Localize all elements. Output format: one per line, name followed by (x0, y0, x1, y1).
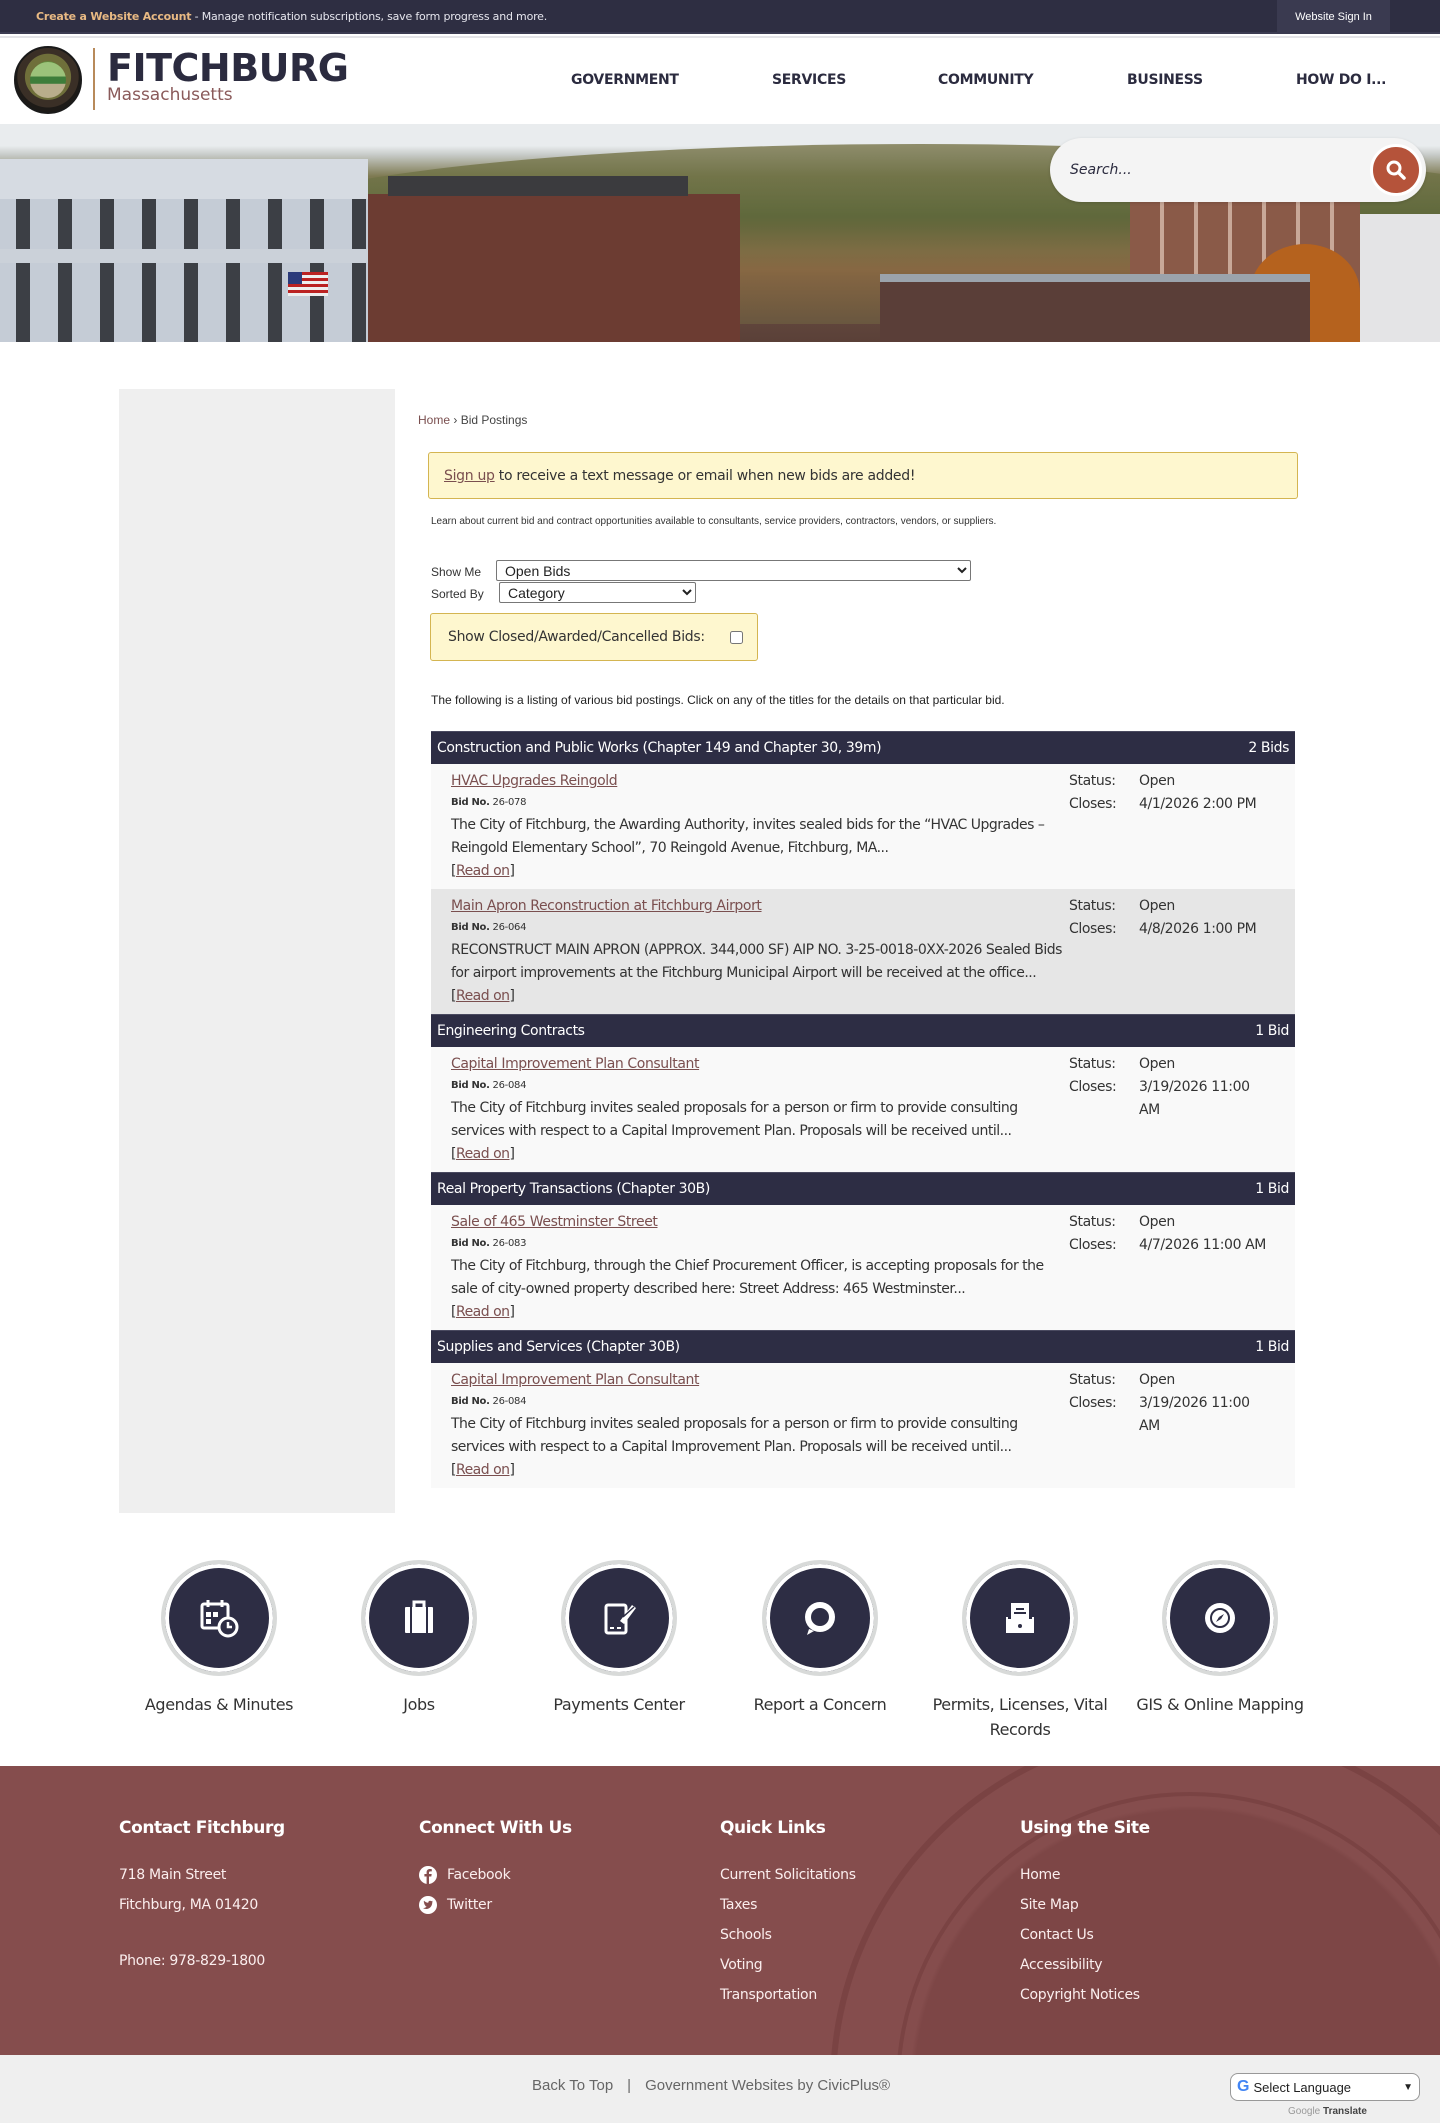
footer-heading: Contact Fitchburg (119, 1818, 285, 1838)
bid-number-label: Bid No. (451, 797, 490, 808)
quick-link-circle (561, 1560, 677, 1676)
bid-number-label: Bid No. (451, 1080, 490, 1091)
closes-label: Closes: (1069, 796, 1117, 812)
chat-bubble-icon (797, 1595, 843, 1641)
bid-meta (1069, 1053, 1289, 1122)
read-on-link[interactable]: Read on (455, 988, 510, 1004)
bid-title-link[interactable]: Capital Improvement Plan Consultant (451, 1056, 700, 1072)
bid-number-value: 26-084 (492, 1396, 527, 1407)
facebook-link[interactable] (419, 1860, 572, 1890)
bid-item (431, 889, 1295, 1014)
quick-link-label: GIS & Online Mapping (1136, 1695, 1304, 1714)
nav-government[interactable]: GOVERNMENT (571, 72, 679, 88)
status-label: Status: (1069, 1372, 1116, 1388)
search-icon (1385, 159, 1407, 181)
bid-description: The City of Fitchburg, through the Chief Procurement Officer, is accepting proposals for the sale of city-owned property described here: Street Address: 465 Westminster... [Read on] (451, 1258, 1044, 1320)
bid-number-value: 26-064 (492, 922, 527, 933)
twitter-label: Twitter (447, 1897, 492, 1913)
quick-link-agendas-minutes[interactable] (119, 1560, 319, 1717)
bid-description-text: The City of Fitchburg invites sealed proposals for a person or firm to provide consulting services with respect to a Capital Improvement Plan. Proposals will be received until... (451, 1100, 1018, 1139)
footer-link-contact-us[interactable]: Contact Us (1020, 1927, 1094, 1943)
site-footer (0, 1766, 1440, 2055)
quick-link-label: Jobs (403, 1695, 435, 1714)
site-search (1050, 138, 1426, 202)
quick-link-gis-mapping[interactable] (1120, 1560, 1320, 1717)
category-header (431, 731, 1295, 764)
footer-heading: Connect With Us (419, 1818, 572, 1838)
quick-link-circle (1162, 1560, 1278, 1676)
account-message (36, 10, 547, 23)
hero-house (1360, 214, 1440, 342)
bid-number-label: Bid No. (451, 1238, 490, 1249)
show-closed-label: Show Closed/Awarded/Cancelled Bids: (448, 629, 705, 645)
bid-meta (1069, 895, 1289, 941)
footer-link-home[interactable]: Home (1020, 1867, 1061, 1883)
bid-listings (431, 731, 1295, 1488)
breadcrumb-current: Bid Postings (460, 413, 528, 427)
mobile-card-icon (596, 1595, 642, 1641)
quick-link-report-concern[interactable] (720, 1560, 920, 1717)
calendar-clock-icon (196, 1595, 242, 1641)
footer-link-transportation[interactable]: Transportation (720, 1987, 817, 2003)
bid-title-link[interactable]: HVAC Upgrades Reingold (451, 773, 618, 789)
bid-item (431, 1205, 1295, 1330)
quick-link-permits-licenses[interactable] (920, 1560, 1120, 1742)
file-box-icon (997, 1595, 1043, 1641)
closes-value: 4/1/2026 2:00 PM (1139, 796, 1257, 812)
bid-title-link[interactable]: Main Apron Reconstruction at Fitchburg Airport (451, 898, 762, 914)
status-label: Status: (1069, 898, 1116, 914)
hero-building-low (880, 274, 1310, 342)
language-select-label: Select Language (1253, 2079, 1352, 2095)
status-label: Status: (1069, 1056, 1116, 1072)
top-bar (0, 0, 1440, 34)
category-header (431, 1330, 1295, 1363)
bid-title-link[interactable]: Capital Improvement Plan Consultant (451, 1372, 700, 1388)
status-value: Open (1139, 1214, 1175, 1230)
bid-number-value: 26-083 (492, 1238, 527, 1249)
bid-description: The City of Fitchburg, the Awarding Authority, invites sealed bids for the “HVAC Upgrades – Reingold Elementary School”, 70 Reingold Avenue, Fitchburg, MA... [Read on] (451, 817, 1045, 879)
show-me-select[interactable] (496, 560, 971, 581)
google-wordmark: Google (1288, 2106, 1321, 2117)
bid-item (431, 1363, 1295, 1488)
search-input[interactable] (1070, 138, 1350, 202)
closes-label: Closes: (1069, 1237, 1117, 1253)
logo-title: FITCHBURG (107, 46, 349, 90)
left-sidebar (119, 389, 395, 1513)
quick-link-label: Payments Center (553, 1695, 685, 1714)
read-on-link[interactable]: Read on (455, 1146, 510, 1162)
bid-number-label: Bid No. (451, 1396, 490, 1407)
bid-description: The City of Fitchburg invites sealed proposals for a person or firm to provide consulting services with respect to a Capital Improvement Plan. Proposals will be received until... [Read on] (451, 1416, 1018, 1478)
status-value: Open (1139, 1056, 1175, 1072)
category-count: 1 Bid (1255, 1181, 1289, 1197)
bid-meta (1069, 1211, 1289, 1257)
footer-link-schools[interactable]: Schools (720, 1927, 772, 1943)
phone: Phone: 978-829-1800 (119, 1953, 266, 1969)
nav-how-do-i[interactable]: HOW DO I... (1296, 72, 1387, 88)
chevron-down-icon: ▼ (1403, 2081, 1413, 2093)
category-count: 2 Bids (1248, 740, 1289, 756)
account-message-text: - Manage notification subscriptions, save form progress and more. (191, 10, 548, 23)
address-line-1: 718 Main Street (119, 1867, 227, 1883)
compass-icon (1197, 1595, 1243, 1641)
bid-description-text: The City of Fitchburg, through the Chief Procurement Officer, is accepting proposals for the sale of city-owned property described here: Street Address: 465 Westminster... (451, 1258, 1044, 1297)
quick-link-jobs[interactable] (319, 1560, 519, 1717)
bid-description-text: The City of Fitchburg, the Awarding Authority, invites sealed bids for the “HVAC Upgrades – Reingold Elementary School”, 70 Reingold Avenue, Fitchburg, MA... (451, 817, 1045, 856)
breadcrumb (418, 413, 527, 427)
city-seal-logo (14, 46, 82, 114)
bottom-separator: | (627, 2077, 632, 2094)
closes-label: Closes: (1069, 1079, 1117, 1095)
read-on-link[interactable]: Read on (455, 1304, 510, 1320)
footer-link-accessibility[interactable]: Accessibility (1020, 1957, 1103, 1973)
hero-flag (288, 272, 328, 296)
hero-building-brick (368, 194, 740, 342)
quick-link-circle (962, 1560, 1078, 1676)
logo-divider (93, 48, 95, 110)
google-translate-credit (1288, 2106, 1367, 2117)
translate-label: Translate (1323, 2106, 1367, 2117)
nav-business[interactable]: BUSINESS (1127, 72, 1203, 88)
quick-link-payments-center[interactable] (519, 1560, 719, 1717)
quick-link-label: Agendas & Minutes (144, 1695, 294, 1714)
show-me-label: Show Me (431, 565, 482, 579)
twitter-link[interactable] (419, 1890, 572, 1920)
footer-heading: Using the Site (1020, 1818, 1150, 1838)
site-header (0, 36, 1440, 124)
bid-number-value: 26-084 (492, 1080, 527, 1091)
read-on-link[interactable]: Read on (455, 1462, 510, 1478)
status-value: Open (1139, 898, 1175, 914)
signup-notice (428, 452, 1298, 499)
status-value: Open (1139, 773, 1175, 789)
breadcrumb-separator: › (453, 413, 458, 427)
category-header (431, 1172, 1295, 1205)
briefcase-icon (396, 1595, 442, 1641)
quick-link-circle (361, 1560, 477, 1676)
page-intro: Learn about current bid and contract opportunities available to consultants, service providers, contractors, vendors, or suppliers. (431, 516, 997, 527)
bid-description: RECONSTRUCT MAIN APRON (APPROX. 344,000 SF) AIP NO. 3-25-0018-0XX-2026 Sealed Bids for airport improvements at the Fitchburg Municipal Airport will be received at the office...[Read on] (451, 942, 1062, 1004)
quick-link-circle (762, 1560, 878, 1676)
quick-link-label: Report a Concern (753, 1695, 887, 1714)
google-g-icon: G (1237, 2078, 1250, 2095)
read-on-link[interactable]: Read on (455, 863, 510, 879)
category-header (431, 1014, 1295, 1047)
facebook-icon (419, 1866, 437, 1884)
sorted-by-label: Sorted By (431, 587, 484, 601)
show-closed-box (430, 613, 758, 661)
closes-value: 4/8/2026 1:00 PM (1139, 921, 1257, 937)
signup-notice-text: to receive a text message or email when new bids are added! (494, 468, 916, 484)
category-name: Supplies and Services (Chapter 30B) (437, 1339, 680, 1355)
bottom-bar (0, 2055, 1440, 2123)
footer-contact (119, 1818, 285, 1976)
category-name: Construction and Public Works (Chapter 149 and Chapter 30, 39m) (437, 740, 882, 756)
bid-meta (1069, 1369, 1289, 1438)
status-value: Open (1139, 1372, 1175, 1388)
footer-link-voting[interactable]: Voting (720, 1957, 763, 1973)
bottom-links (532, 2077, 890, 2094)
bid-item (431, 764, 1295, 889)
bid-meta (1069, 770, 1289, 816)
closes-label: Closes: (1069, 1395, 1117, 1411)
category-name: Real Property Transactions (Chapter 30B) (437, 1181, 710, 1197)
bid-item (431, 1047, 1295, 1172)
footer-quick-links (720, 1818, 856, 2010)
bid-number-value: 26-078 (492, 797, 527, 808)
bid-description: The City of Fitchburg invites sealed proposals for a person or firm to provide consulting services with respect to a Capital Improvement Plan. Proposals will be received until... [Read on] (451, 1100, 1018, 1162)
back-to-top-link[interactable]: Back To Top (532, 2077, 614, 2094)
address-line-2: Fitchburg, MA 01420 (119, 1897, 258, 1913)
create-account-link[interactable]: Create a Website Account (36, 10, 192, 23)
closes-label: Closes: (1069, 921, 1117, 937)
bid-title-link[interactable]: Sale of 465 Westminster Street (451, 1214, 658, 1230)
civicplus-link[interactable]: Government Websites by CivicPlus® (645, 2077, 891, 2094)
footer-using-site (1020, 1818, 1150, 2010)
quick-link-circle (161, 1560, 277, 1676)
nav-services[interactable]: SERVICES (772, 72, 846, 88)
website-sign-in-button[interactable]: Website Sign In (1277, 0, 1390, 34)
closes-value: 3/19/2026 11:00 AM (1139, 1395, 1250, 1434)
language-select[interactable] (1230, 2073, 1420, 2101)
closes-value: 4/7/2026 11:00 AM (1139, 1237, 1266, 1253)
bid-description-text: RECONSTRUCT MAIN APRON (APPROX. 344,000 SF) AIP NO. 3-25-0018-0XX-2026 Sealed Bids for airport improvements at the Fitchburg Municipal Airport will be received at the office... (451, 942, 1062, 981)
footer-link-taxes[interactable]: Taxes (720, 1897, 758, 1913)
show-closed-checkbox[interactable] (730, 631, 743, 644)
sorted-by-select[interactable] (499, 582, 696, 603)
listing-intro: The following is a listing of various bid postings. Click on any of the titles for the details on that particular bid. (431, 693, 1005, 707)
category-count: 1 Bid (1255, 1023, 1289, 1039)
footer-heading: Quick Links (720, 1818, 826, 1838)
twitter-icon (419, 1896, 437, 1914)
footer-link-site-map[interactable]: Site Map (1020, 1897, 1079, 1913)
category-name: Engineering Contracts (437, 1023, 585, 1039)
facebook-label: Facebook (447, 1867, 511, 1883)
category-count: 1 Bid (1255, 1339, 1289, 1355)
logo-subtitle: Massachusetts (107, 85, 233, 105)
signup-link[interactable]: Sign up (444, 468, 495, 484)
closes-value: 3/19/2026 11:00 AM (1139, 1079, 1250, 1118)
footer-link-current-solicitations[interactable]: Current Solicitations (720, 1867, 856, 1883)
bid-description-text: The City of Fitchburg invites sealed proposals for a person or firm to provide consulting services with respect to a Capital Improvement Plan. Proposals will be received until... (451, 1416, 1018, 1455)
footer-link-copyright-notices[interactable]: Copyright Notices (1020, 1987, 1140, 2003)
footer-connect (419, 1818, 572, 1920)
nav-community[interactable]: COMMUNITY (938, 72, 1034, 88)
search-button[interactable] (1370, 144, 1422, 196)
quick-link-label: Permits, Licenses, Vital Records (932, 1695, 1108, 1739)
breadcrumb-home[interactable]: Home (418, 413, 451, 427)
status-label: Status: (1069, 773, 1116, 789)
hero-building-white (0, 159, 368, 342)
status-label: Status: (1069, 1214, 1116, 1230)
bid-number-label: Bid No. (451, 922, 490, 933)
